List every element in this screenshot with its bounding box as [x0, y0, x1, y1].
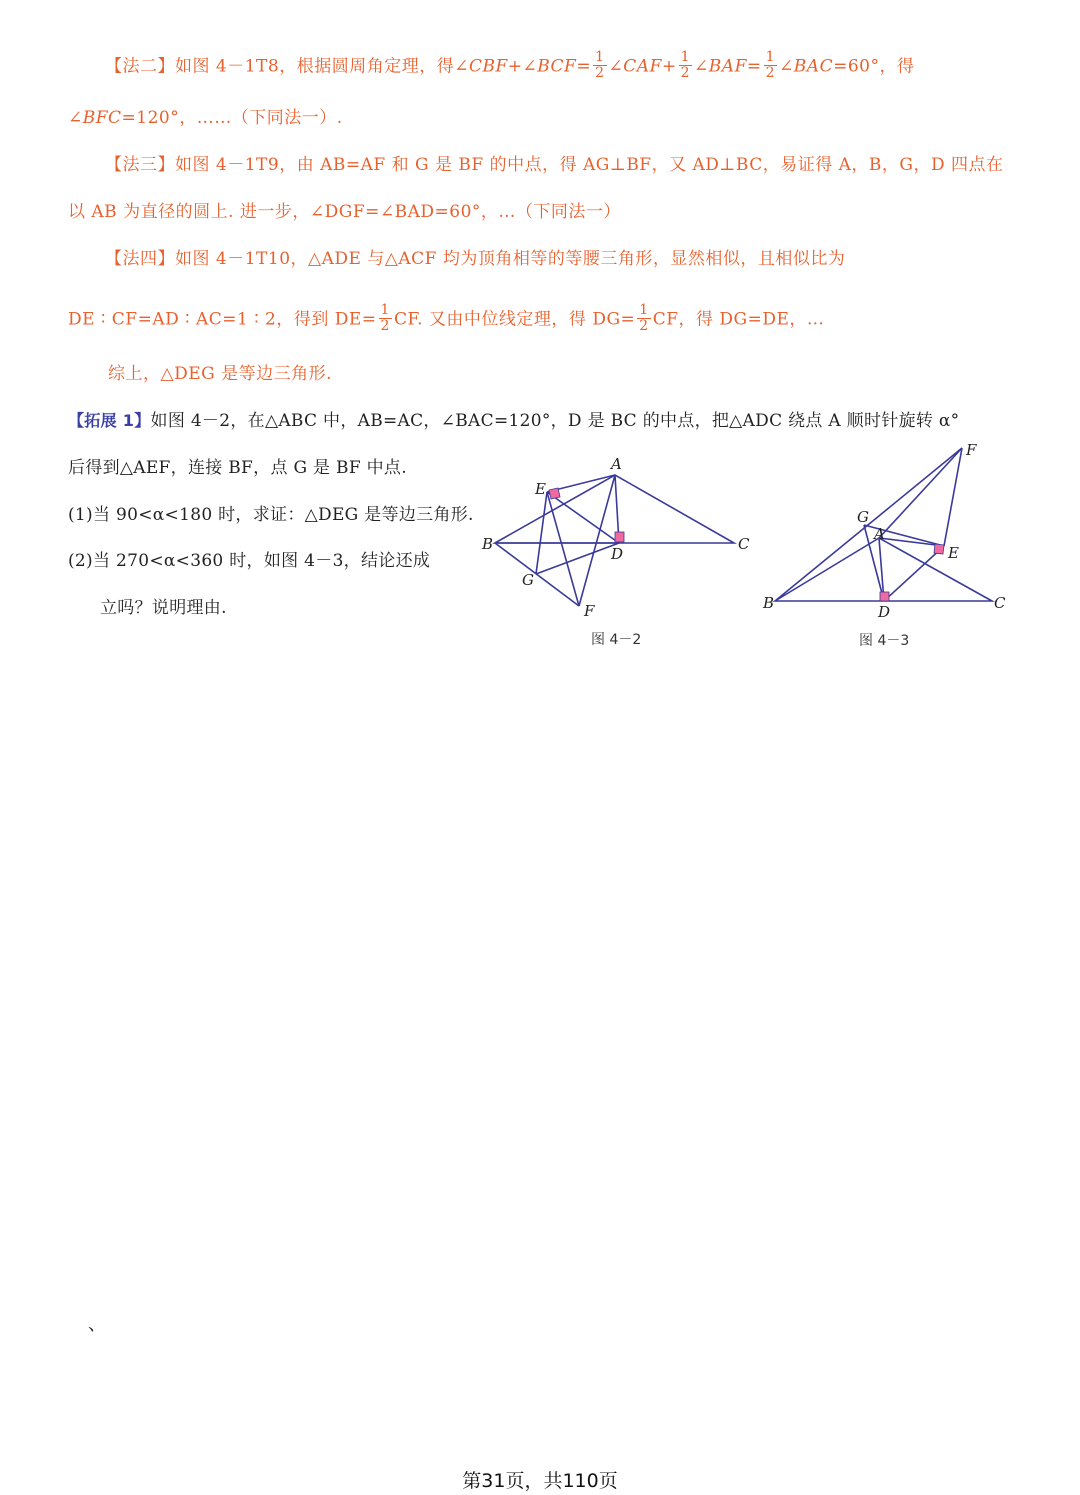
method2-tag: 【法二】 [105, 56, 175, 77]
segment-af [579, 475, 615, 606]
fraction-half: $\frac{1}{2}$ [380, 302, 390, 334]
method3-line1: 【法三】如图 4－1T9，由 AB=AF 和 G 是 BF 的中点，得 AG⊥BF，又 AD⊥BC，易证得 A，B，G，D 四点在 [105, 155, 1004, 175]
segment-ge [536, 492, 547, 574]
label-b: B [482, 535, 494, 553]
right-angle-mark-d [880, 592, 889, 601]
label-a: A [874, 525, 885, 543]
figure-4-3-caption: 图 4－3 [859, 633, 910, 649]
method3-line2: 以 AB 为直径的圆上. 进一步，∠DGF=∠BAD=60°，…（下同法一） [68, 202, 621, 222]
figure-4-2-caption: 图 4－2 [591, 632, 642, 648]
right-angle-mark-e [934, 544, 944, 554]
figure-4-2 [478, 450, 758, 622]
figure-4-3 [758, 438, 1012, 624]
extension-line1: 【拓展 1】如图 4－2，在△ABC 中，AB=AC，∠BAC=120°，D 是 BC 的中点，把△ADC 绕点 A 顺时针旋转 α° [68, 411, 960, 431]
label-b: B [763, 594, 775, 612]
fraction-half: $\frac{1}{2}$ [639, 302, 649, 334]
segment-ef [547, 492, 579, 606]
segment-fe [944, 448, 962, 546]
fraction-half: $\frac{1}{2}$ [595, 49, 605, 81]
segment-ae [879, 538, 944, 546]
label-g: G [857, 508, 869, 526]
method2-line1: 【法二】如图 4－1T8，根据圆周角定理，得∠CBF+∠BCF= $\frac{1}{2}$ ∠CAF+ $\frac{1}{2}$ ∠BAF= $\frac{1}{2}$ ∠BAC=60°，得 [105, 49, 915, 81]
label-e: E [535, 480, 546, 498]
label-f: F [584, 602, 595, 620]
method4-line2: DE ∶ CF=AD ∶ AC=1 ∶ 2，得到 DE= $\frac{1}{2}$ CF. 又由中位线定理，得 DG= $\frac{1}{2}$ CF，得 DG=DE，… [68, 302, 825, 334]
triangle-abc [495, 475, 734, 543]
label-a: A [611, 455, 622, 473]
fraction-half: $\frac{1}{2}$ [680, 49, 691, 81]
right-angle-mark-d [615, 532, 624, 542]
label-d: D [878, 603, 891, 621]
extension-line2: 后得到△AEF，连接 BF，点 G 是 BF 中点. [68, 458, 407, 478]
method4-tag: 【法四】 [105, 249, 175, 269]
right-angle-mark-e [549, 488, 560, 499]
question-2-part2: 立吗？说明理由. [100, 598, 227, 618]
segment-dg [536, 543, 619, 574]
segment-ed [884, 546, 944, 601]
extension-tag: 【拓展 1】 [68, 411, 151, 430]
question-1: (1)当 90<α<180 时，求证：△DEG 是等边三角形. [68, 505, 474, 525]
label-c: C [738, 535, 750, 553]
segment-af [879, 448, 962, 538]
label-c: C [994, 594, 1006, 612]
stray-mark: 、 [88, 1314, 106, 1335]
method2-line2: ∠BFC=120°，……（下同法一）. [68, 108, 343, 128]
label-e: E [948, 544, 959, 562]
fraction-half: $\frac{1}{2}$ [765, 49, 776, 81]
label-d: D [611, 545, 624, 563]
label-f: F [966, 441, 977, 459]
method3-tag: 【法三】 [105, 155, 175, 175]
method4-line1: 【法四】如图 4－1T10，△ADE 与△ACF 均为顶角相等的等腰三角形，显然相似，且相似比为 [105, 249, 846, 269]
segment-bf [495, 543, 579, 606]
question-2-part1: (2)当 270<α<360 时，如图 4－3，结论还成 [68, 551, 431, 571]
summary-line: 综上，△DEG 是等边三角形. [108, 364, 333, 384]
label-g: G [522, 571, 534, 589]
page-footer: 第31页，共110页 [462, 1470, 618, 1492]
